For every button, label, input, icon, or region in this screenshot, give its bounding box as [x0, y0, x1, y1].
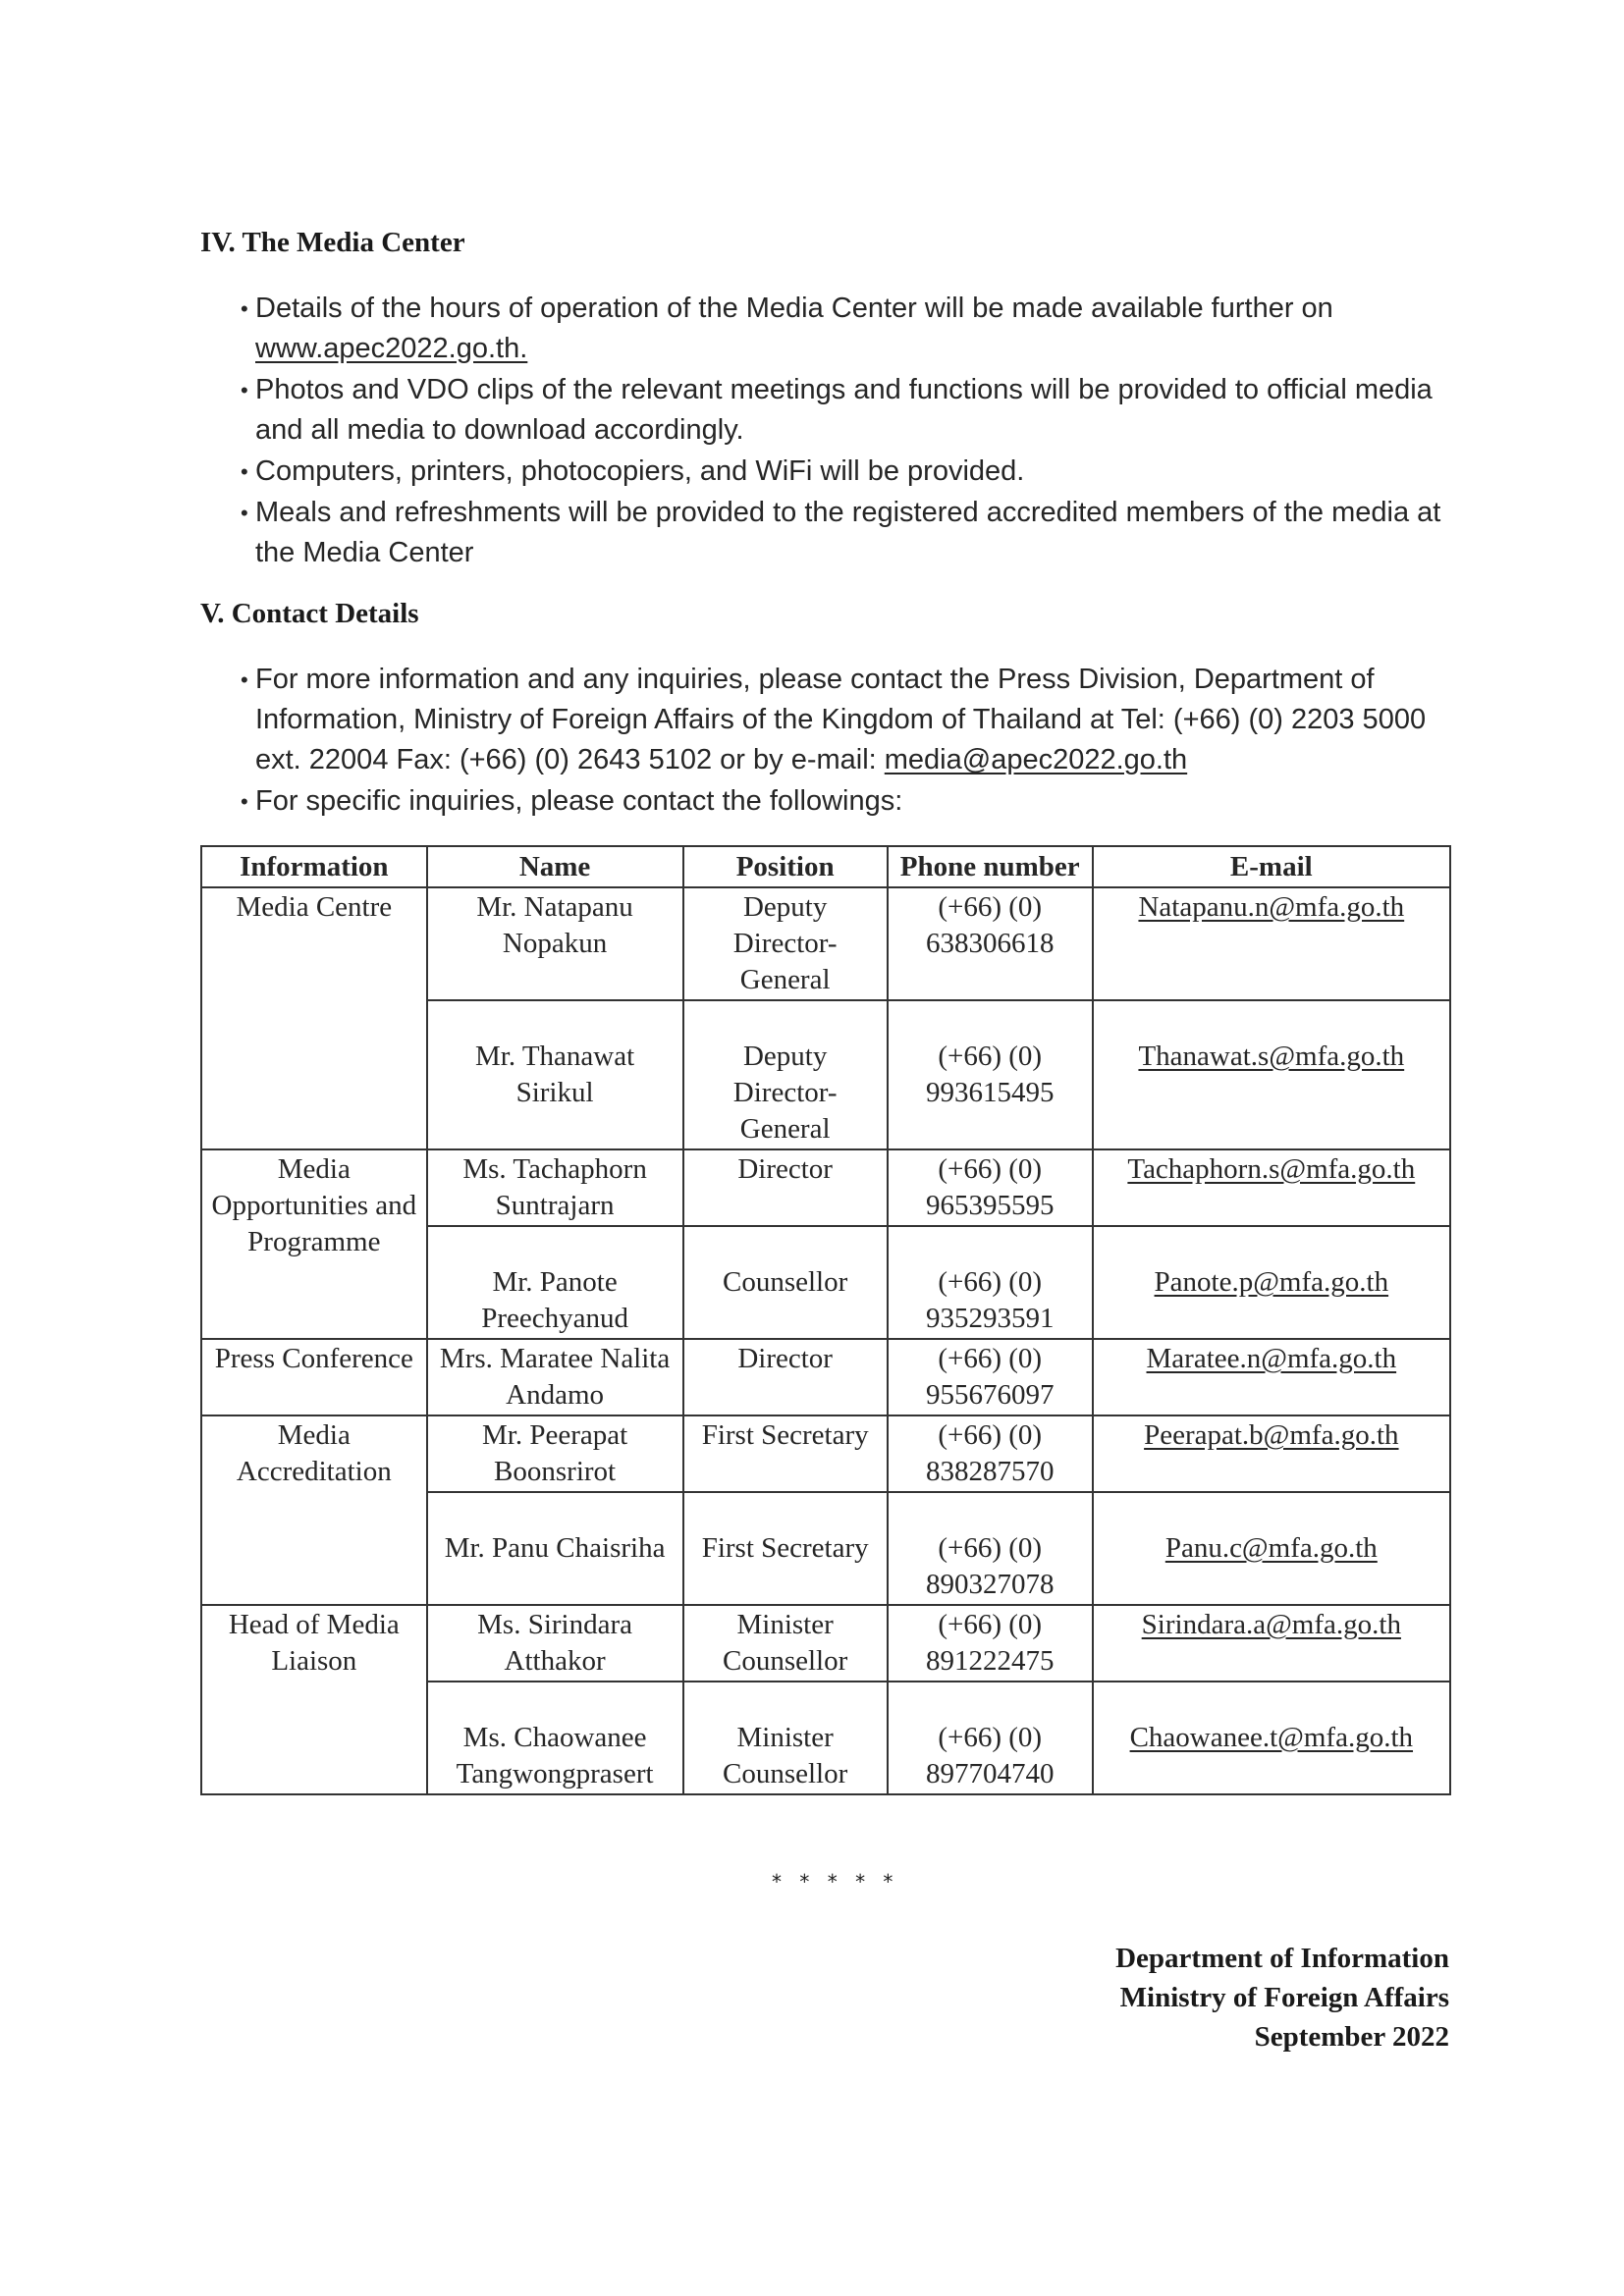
apec-website-link[interactable]: www.apec2022.go.th.: [255, 333, 528, 364]
email-cell: [1093, 1226, 1450, 1339]
bullet-text: Details of the hours of operation of the Media Center will be made available further on: [255, 293, 1333, 324]
email-cell: [1093, 1000, 1450, 1149]
email-cell: [1093, 1605, 1450, 1682]
email-cell: [1093, 1339, 1450, 1415]
information-cell: Media Opportunities and Programme: [201, 1149, 427, 1339]
bullet-icon: •: [241, 501, 248, 525]
email-link[interactable]: Sirindara.a@mfa.go.th: [1141, 1609, 1401, 1640]
position-cell: Minister Counsellor: [683, 1682, 888, 1794]
information-cell: Media Accreditation: [201, 1415, 427, 1605]
table-row: [201, 1605, 1450, 1682]
bullet-item: [241, 781, 1453, 822]
position-cell: Minister Counsellor: [683, 1605, 888, 1682]
bullet-text: For more information and any inquiries, please contact the Press Division, Department of Information, Ministry of Foreign Affairs of the Kingdom of Thailand at Tel: (+66) (0) 2203 5000 ext. 22004 Fax: (+66) (0) 2643 5102 or by e-mail:: [255, 664, 1427, 775]
email-cell: [1093, 1492, 1450, 1605]
phone-cell: (+66) (0) 897704740: [888, 1682, 1093, 1794]
position-cell: Counsellor: [683, 1226, 888, 1339]
signature-department: Department of Information: [1115, 1943, 1449, 1974]
email-cell: [1093, 1149, 1450, 1226]
signature-ministry: Ministry of Foreign Affairs: [1119, 1982, 1449, 2013]
name-cell: Mr. Panu Chaisriha: [427, 1492, 683, 1605]
position-cell: Director: [683, 1149, 888, 1226]
phone-cell: (+66) (0) 838287570: [888, 1415, 1093, 1492]
name-cell: Ms. Tachaphorn Suntrajarn: [427, 1149, 683, 1226]
table-row: [201, 1339, 1450, 1415]
email-link[interactable]: Natapanu.n@mfa.go.th: [1138, 891, 1405, 923]
bullet-item: [241, 289, 1453, 369]
email-link[interactable]: Peerapat.b@mfa.go.th: [1144, 1419, 1399, 1451]
information-cell: Media Centre: [201, 887, 427, 1149]
bullet-icon: •: [241, 296, 248, 321]
email-link[interactable]: Thanawat.s@mfa.go.th: [1138, 1041, 1405, 1072]
bullet-icon: •: [241, 378, 248, 402]
contact-details-heading: V. Contact Details: [200, 598, 419, 629]
bullet-text: Computers, printers, photocopiers, and WiFi will be provided.: [255, 455, 1025, 487]
contacts-table: [200, 845, 1451, 1795]
email-link[interactable]: Panote.p@mfa.go.th: [1154, 1266, 1389, 1298]
column-header-name: Name: [427, 846, 683, 887]
bullet-text: Meals and refreshments will be provided to the registered accredited members of the media at the Media Center: [255, 497, 1441, 568]
email-cell: [1093, 1682, 1450, 1794]
email-cell: [1093, 887, 1450, 1000]
table-row: [201, 1415, 1450, 1492]
position-cell: Deputy Director-General: [683, 1000, 888, 1149]
position-cell: First Secretary: [683, 1492, 888, 1605]
table-header-row: [201, 846, 1450, 887]
name-cell: Ms. Sirindara Atthakor: [427, 1605, 683, 1682]
phone-cell: (+66) (0) 890327078: [888, 1492, 1093, 1605]
bullet-text: For specific inquiries, please contact the followings:: [255, 785, 903, 817]
phone-cell: (+66) (0) 965395595: [888, 1149, 1093, 1226]
media-email-link[interactable]: media@apec2022.go.th: [884, 744, 1188, 775]
phone-cell: (+66) (0) 638306618: [888, 887, 1093, 1000]
position-cell: Director: [683, 1339, 888, 1415]
email-link[interactable]: Panu.c@mfa.go.th: [1164, 1532, 1378, 1564]
phone-cell: (+66) (0) 891222475: [888, 1605, 1093, 1682]
information-cell: Head of Media Liaison: [201, 1605, 427, 1794]
bullet-item: [241, 660, 1453, 780]
name-cell: Mrs. Maratee Nalita Andamo: [427, 1339, 683, 1415]
column-header-email: E-mail: [1093, 846, 1450, 887]
name-cell: Ms. Chaowanee Tangwongprasert: [427, 1682, 683, 1794]
position-cell: Deputy Director-General: [683, 887, 888, 1000]
column-header-phone: Phone number: [888, 846, 1093, 887]
bullet-text: Photos and VDO clips of the relevant meetings and functions will be provided to official media and all media to download accordingly.: [255, 374, 1433, 446]
table-row: [201, 887, 1450, 1000]
media-center-bullet-list: [241, 289, 1453, 574]
email-cell: [1093, 1415, 1450, 1492]
bullet-item: [241, 452, 1453, 492]
contact-details-bullet-list: [241, 660, 1453, 823]
bullet-icon: •: [241, 789, 248, 814]
table-row: [201, 1149, 1450, 1226]
name-cell: Mr. Panote Preechyanud: [427, 1226, 683, 1339]
name-cell: Mr. Thanawat Sirikul: [427, 1000, 683, 1149]
name-cell: Mr. Peerapat Boonsrirot: [427, 1415, 683, 1492]
signature-block: [1115, 1939, 1449, 2056]
bullet-item: [241, 370, 1453, 451]
column-header-position: Position: [683, 846, 888, 887]
email-link[interactable]: Maratee.n@mfa.go.th: [1146, 1343, 1397, 1374]
email-link[interactable]: Chaowanee.t@mfa.go.th: [1129, 1722, 1414, 1753]
bullet-item: [241, 493, 1453, 573]
position-cell: First Secretary: [683, 1415, 888, 1492]
column-header-information: Information: [201, 846, 427, 887]
bullet-icon: •: [241, 459, 248, 484]
phone-cell: (+66) (0) 935293591: [888, 1226, 1093, 1339]
phone-cell: (+66) (0) 993615495: [888, 1000, 1093, 1149]
information-cell: Press Conference: [201, 1339, 427, 1415]
name-cell: Mr. Natapanu Nopakun: [427, 887, 683, 1000]
phone-cell: (+66) (0) 955676097: [888, 1339, 1093, 1415]
email-link[interactable]: Tachaphorn.s@mfa.go.th: [1127, 1153, 1416, 1185]
bullet-icon: •: [241, 667, 248, 692]
media-center-heading: IV. The Media Center: [200, 227, 465, 258]
signature-date: September 2022: [1254, 2021, 1449, 2053]
section-separator: * * * * *: [772, 1870, 899, 1894]
